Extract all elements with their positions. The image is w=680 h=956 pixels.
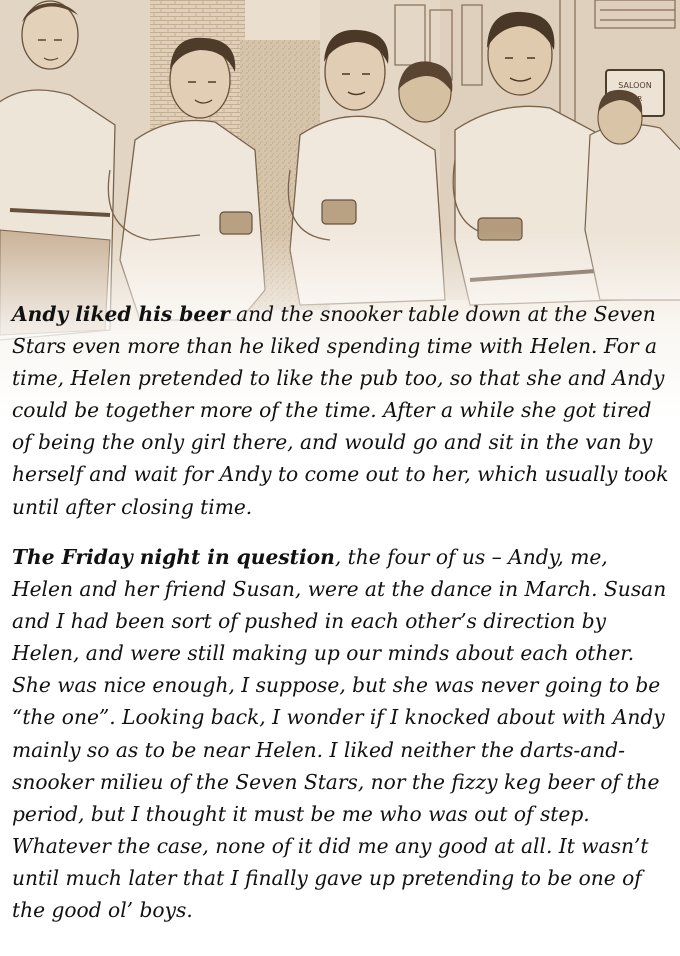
paragraph-2-lead: The Friday night in question — [12, 545, 335, 569]
paragraph-2 — [12, 541, 674, 926]
paragraph-1 — [12, 298, 674, 523]
paragraph-1-lead: Andy liked his beer — [12, 302, 230, 326]
paragraph-1-body: and the snooker table down at the Seven Stars even more than he liked spending time with Helen. For a time, Helen pretended to like the pub too, so that she and Andy could be together more of the time. After a while she got tired of being the only girl there, and would go and sit in the van by herself and wait for Andy to come out to her, which usually took until after closing time. — [12, 302, 669, 519]
paragraph-2-body: , the four of us – Andy, me, Helen and her friend Susan, were at the dance in March. Susan and I had been sort of pushed in each other’s direction by Helen, and were still making up our minds about each other. She was nice enough, I suppose, but she was never going to be “the one”. Looking back, I wonder if I knocked about with Andy mainly so as to be near Helen. I liked neither the darts-and-snooker milieu of the Seven Stars, nor the fizzy keg beer of the period, but I thought it must be me who was out of step. Whatever the case, none of it did me any good at all. It wasn’t until much later that I finally gave up pretending to be one of the good ol’ boys. — [12, 545, 667, 923]
